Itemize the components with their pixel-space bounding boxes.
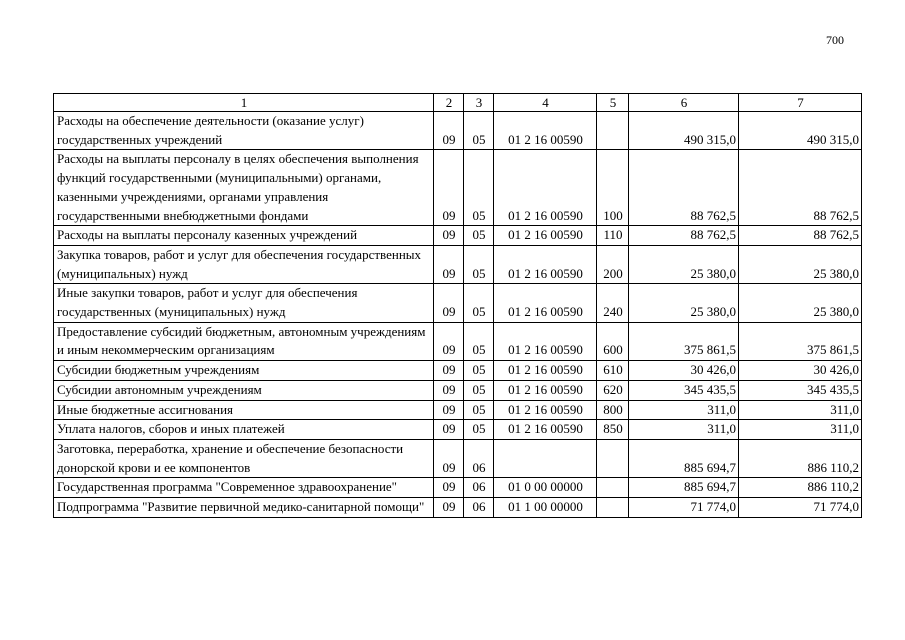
section-code: 09 xyxy=(434,420,464,440)
expense-type-code: 200 xyxy=(597,245,629,283)
target-article-code: 01 2 16 00590 xyxy=(494,226,597,246)
budget-table xyxy=(53,93,862,518)
table-row xyxy=(54,322,862,360)
target-article-code: 01 0 00 00000 xyxy=(494,478,597,498)
amount-col-6: 25 380,0 xyxy=(629,284,739,322)
target-article-code: 01 2 16 00590 xyxy=(494,150,597,226)
item-name: Расходы на выплаты персоналу в целях обеспечения выполнения функций государственными (муниципальными) органами, казенными учреждениями, органами управления государственными внебюджетными фондами xyxy=(54,150,434,226)
subsection-code: 05 xyxy=(464,361,494,381)
table-row xyxy=(54,112,862,150)
header-row xyxy=(54,94,862,112)
amount-col-7: 490 315,0 xyxy=(739,112,862,150)
subsection-code: 05 xyxy=(464,380,494,400)
target-article-code: 01 2 16 00590 xyxy=(494,112,597,150)
expense-type-code: 620 xyxy=(597,380,629,400)
expense-type-code xyxy=(597,498,629,518)
amount-col-6: 30 426,0 xyxy=(629,361,739,381)
amount-col-6: 885 694,7 xyxy=(629,478,739,498)
table-row xyxy=(54,361,862,381)
amount-col-7: 25 380,0 xyxy=(739,245,862,283)
amount-col-7: 25 380,0 xyxy=(739,284,862,322)
table-row xyxy=(54,420,862,440)
section-code: 09 xyxy=(434,478,464,498)
target-article-code: 01 2 16 00590 xyxy=(494,400,597,420)
expense-type-code: 610 xyxy=(597,361,629,381)
expense-type-code: 110 xyxy=(597,226,629,246)
subsection-code: 06 xyxy=(464,478,494,498)
expense-type-code: 850 xyxy=(597,420,629,440)
target-article-code: 01 2 16 00590 xyxy=(494,420,597,440)
section-code: 09 xyxy=(434,439,464,477)
subsection-code: 05 xyxy=(464,150,494,226)
amount-col-6: 71 774,0 xyxy=(629,498,739,518)
target-article-code xyxy=(494,439,597,477)
column-header-2: 2 xyxy=(434,94,464,112)
table-row xyxy=(54,400,862,420)
amount-col-7: 886 110,2 xyxy=(739,478,862,498)
section-code: 09 xyxy=(434,150,464,226)
table-row xyxy=(54,150,862,226)
item-name: Предоставление субсидий бюджетным, автономным учреждениям и иным некоммерческим организациям xyxy=(54,322,434,360)
amount-col-6: 885 694,7 xyxy=(629,439,739,477)
expense-type-code xyxy=(597,478,629,498)
amount-col-7: 311,0 xyxy=(739,400,862,420)
amount-col-6: 311,0 xyxy=(629,400,739,420)
section-code: 09 xyxy=(434,284,464,322)
subsection-code: 06 xyxy=(464,498,494,518)
page-number: 700 xyxy=(826,33,844,47)
table-row xyxy=(54,284,862,322)
expense-type-code: 600 xyxy=(597,322,629,360)
item-name: Иные бюджетные ассигнования xyxy=(54,400,434,420)
item-name: Субсидии бюджетным учреждениям xyxy=(54,361,434,381)
subsection-code: 05 xyxy=(464,400,494,420)
target-article-code: 01 1 00 00000 xyxy=(494,498,597,518)
subsection-code: 06 xyxy=(464,439,494,477)
item-name: Государственная программа "Современное здравоохранение" xyxy=(54,478,434,498)
amount-col-7: 30 426,0 xyxy=(739,361,862,381)
expense-type-code: 240 xyxy=(597,284,629,322)
amount-col-7: 886 110,2 xyxy=(739,439,862,477)
column-header-7: 7 xyxy=(739,94,862,112)
item-name: Расходы на выплаты персоналу казенных учреждений xyxy=(54,226,434,246)
target-article-code: 01 2 16 00590 xyxy=(494,322,597,360)
target-article-code: 01 2 16 00590 xyxy=(494,380,597,400)
amount-col-6: 490 315,0 xyxy=(629,112,739,150)
item-name: Подпрограмма "Развитие первичной медико-санитарной помощи" xyxy=(54,498,434,518)
column-header-6: 6 xyxy=(629,94,739,112)
table-row xyxy=(54,226,862,246)
expense-type-code xyxy=(597,112,629,150)
section-code: 09 xyxy=(434,498,464,518)
section-code: 09 xyxy=(434,112,464,150)
amount-col-6: 88 762,5 xyxy=(629,226,739,246)
amount-col-7: 88 762,5 xyxy=(739,226,862,246)
item-name: Субсидии автономным учреждениям xyxy=(54,380,434,400)
amount-col-7: 375 861,5 xyxy=(739,322,862,360)
amount-col-6: 25 380,0 xyxy=(629,245,739,283)
expense-type-code xyxy=(597,439,629,477)
section-code: 09 xyxy=(434,361,464,381)
amount-col-7: 311,0 xyxy=(739,420,862,440)
table-row xyxy=(54,380,862,400)
column-header-4: 4 xyxy=(494,94,597,112)
expense-type-code: 100 xyxy=(597,150,629,226)
subsection-code: 05 xyxy=(464,112,494,150)
subsection-code: 05 xyxy=(464,226,494,246)
amount-col-7: 71 774,0 xyxy=(739,498,862,518)
target-article-code: 01 2 16 00590 xyxy=(494,245,597,283)
amount-col-7: 88 762,5 xyxy=(739,150,862,226)
table-row xyxy=(54,245,862,283)
amount-col-7: 345 435,5 xyxy=(739,380,862,400)
item-name: Иные закупки товаров, работ и услуг для обеспечения государственных (муниципальных) нужд xyxy=(54,284,434,322)
section-code: 09 xyxy=(434,380,464,400)
table-row xyxy=(54,478,862,498)
item-name: Заготовка, переработка, хранение и обеспечение безопасности донорской крови и ее компонентов xyxy=(54,439,434,477)
target-article-code: 01 2 16 00590 xyxy=(494,361,597,381)
item-name: Расходы на обеспечение деятельности (оказание услуг) государственных учреждений xyxy=(54,112,434,150)
subsection-code: 05 xyxy=(464,322,494,360)
amount-col-6: 311,0 xyxy=(629,420,739,440)
column-header-1: 1 xyxy=(54,94,434,112)
subsection-code: 05 xyxy=(464,284,494,322)
section-code: 09 xyxy=(434,400,464,420)
expense-type-code: 800 xyxy=(597,400,629,420)
table-row xyxy=(54,498,862,518)
subsection-code: 05 xyxy=(464,245,494,283)
amount-col-6: 345 435,5 xyxy=(629,380,739,400)
column-header-5: 5 xyxy=(597,94,629,112)
section-code: 09 xyxy=(434,322,464,360)
item-name: Уплата налогов, сборов и иных платежей xyxy=(54,420,434,440)
table-row xyxy=(54,439,862,477)
amount-col-6: 375 861,5 xyxy=(629,322,739,360)
section-code: 09 xyxy=(434,226,464,246)
section-code: 09 xyxy=(434,245,464,283)
target-article-code: 01 2 16 00590 xyxy=(494,284,597,322)
item-name: Закупка товаров, работ и услуг для обеспечения государственных (муниципальных) нужд xyxy=(54,245,434,283)
subsection-code: 05 xyxy=(464,420,494,440)
amount-col-6: 88 762,5 xyxy=(629,150,739,226)
column-header-3: 3 xyxy=(464,94,494,112)
